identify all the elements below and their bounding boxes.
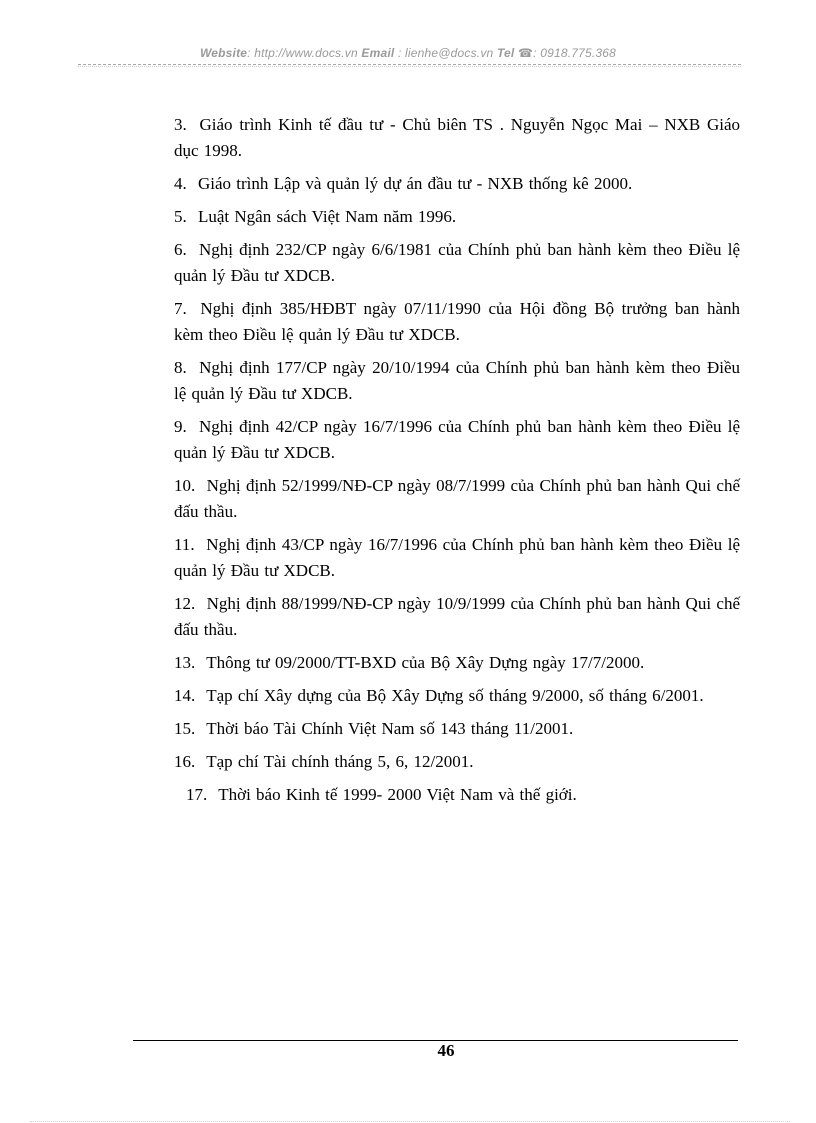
reference-item <box>174 355 740 407</box>
reference-number: 17. <box>186 785 208 804</box>
website-label: Website <box>199 46 248 60</box>
reference-item <box>174 204 740 230</box>
reference-text: Giáo trình Kinh tế đầu tư - Chủ biên TS . Nguyễn Ngọc Mai – NXB Giáo dục 1998. <box>174 115 741 160</box>
reference-number: 16. <box>174 752 196 771</box>
reference-item <box>174 683 740 709</box>
reference-text: Luật Ngân sách Việt Nam năm 1996. <box>198 207 457 226</box>
reference-number: 4. <box>174 174 187 193</box>
page-header <box>0 46 816 60</box>
reference-number: 6. <box>174 240 187 259</box>
reference-item <box>174 591 740 643</box>
header-rule-secondary <box>78 66 741 67</box>
reference-item <box>174 414 740 466</box>
tel-label: Tel <box>496 46 515 60</box>
reference-text: Nghị định 177/CP ngày 20/10/1994 của Chính phủ ban hành kèm theo Điều lệ quản lý Đầu tư XDCB. <box>174 358 741 403</box>
reference-item <box>174 532 740 584</box>
website-value: : http://www.docs.vn <box>247 46 358 60</box>
reference-text: Tạp chí Xây dựng của Bộ Xây Dựng số tháng 9/2000, số tháng 6/2001. <box>206 686 704 705</box>
reference-text: Nghị định 42/CP ngày 16/7/1996 của Chính phủ ban hành kèm theo Điều lệ quản lý Đầu tư XDCB. <box>174 417 740 462</box>
reference-item <box>174 112 740 164</box>
reference-number: 11. <box>174 535 195 554</box>
reference-item <box>174 650 740 676</box>
reference-number: 14. <box>174 686 196 705</box>
reference-text: Nghị định 88/1999/NĐ-CP ngày 10/9/1999 của Chính phủ ban hành Qui chế đấu thầu. <box>174 594 741 639</box>
reference-text: Thời báo Tài Chính Việt Nam số 143 tháng 11/2001. <box>206 719 574 738</box>
reference-item <box>174 716 740 742</box>
reference-number: 15. <box>174 719 196 738</box>
reference-text: Giáo trình Lập và quản lý dự án đầu tư - NXB thống kê 2000. <box>198 174 633 193</box>
reference-number: 9. <box>174 417 187 436</box>
reference-number: 7. <box>174 299 187 318</box>
header-rule <box>78 64 741 65</box>
reference-item <box>174 296 740 348</box>
reference-item <box>174 749 740 775</box>
reference-number: 10. <box>174 476 196 495</box>
reference-text: Nghị định 52/1999/NĐ-CP ngày 08/7/1999 của Chính phủ ban hành Qui chế đấu thầu. <box>174 476 741 521</box>
reference-text: Tạp chí Tài chính tháng 5, 6, 12/2001. <box>206 752 474 771</box>
reference-text: Nghị định 385/HĐBT ngày 07/11/1990 của Hội đồng Bộ trưởng ban hành kèm theo Điều lệ quản lý Đầu tư XDCB. <box>174 299 741 344</box>
page-number: 46 <box>437 1041 455 1060</box>
reference-item <box>174 473 740 525</box>
reference-number: 13. <box>174 653 196 672</box>
reference-item <box>174 237 740 289</box>
email-value: : lienhe@docs.vn <box>397 46 494 60</box>
reference-text: Thời báo Kinh tế 1999- 2000 Việt Nam và thế giới. <box>218 785 577 804</box>
email-label: Email <box>361 46 395 60</box>
reference-list <box>174 112 740 815</box>
reference-text: Thông tư 09/2000/TT-BXD của Bộ Xây Dựng ngày 17/7/2000. <box>206 653 645 672</box>
reference-number: 8. <box>174 358 187 377</box>
reference-number: 12. <box>174 594 196 613</box>
phone-icon: ☎ <box>518 46 534 60</box>
reference-number: 3. <box>174 115 187 134</box>
page-bottom-edge <box>30 1121 790 1122</box>
tel-value: : 0918.775.368 <box>533 46 617 60</box>
reference-item <box>174 171 740 197</box>
reference-text: Nghị định 232/CP ngày 6/6/1981 của Chính phủ ban hành kèm theo Điều lệ quản lý Đầu tư XDCB. <box>174 240 740 285</box>
reference-number: 5. <box>174 207 187 226</box>
reference-item <box>174 782 740 808</box>
reference-text: Nghị định 43/CP ngày 16/7/1996 của Chính phủ ban hành kèm theo Điều lệ quản lý Đầu tư XDCB. <box>174 535 740 580</box>
